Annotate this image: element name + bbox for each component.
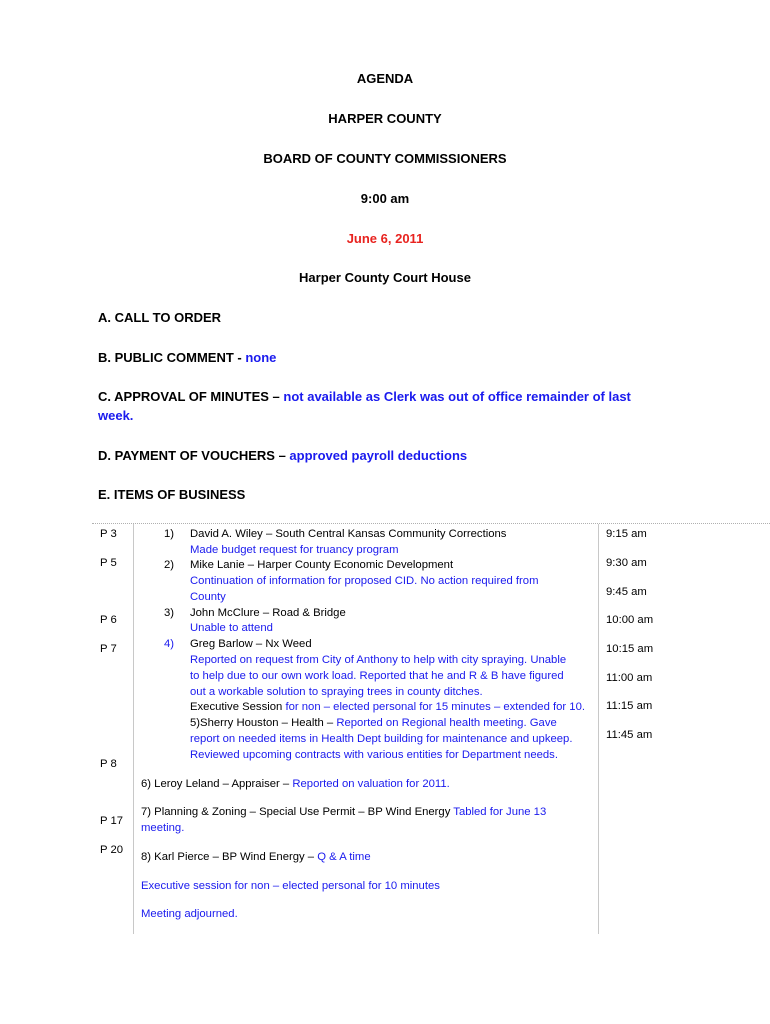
page-ref: P 20: [100, 844, 124, 856]
section-approval-minutes: [98, 389, 631, 404]
item-number: 4): [164, 638, 175, 650]
item-title: 8) Karl Pierce – BP Wind Energy –: [141, 851, 318, 863]
item-note: Unable to attend: [190, 622, 273, 634]
time-slot: 11:15 am: [606, 700, 653, 712]
executive-session-2: Executive session for non – elected personal for 10 minutes: [141, 880, 440, 892]
item-number: 3): [164, 607, 175, 619]
page-ref: P 3: [100, 528, 117, 540]
section-payment-vouchers: [98, 448, 467, 463]
agenda-title: AGENDA: [356, 71, 414, 86]
item-note: Reviewed upcoming contracts with various entities for Department needs.: [190, 749, 558, 761]
item-title: 6) Leroy Leland – Appraiser –: [141, 778, 293, 790]
approval-minutes-label: C. APPROVAL OF MINUTES –: [98, 389, 284, 404]
item-number: 2): [164, 559, 175, 571]
payment-vouchers-note: approved payroll deductions: [289, 448, 468, 463]
item-note: Tabled for June 13: [453, 806, 547, 818]
item-note: Made budget request for truancy program: [190, 544, 399, 556]
item-note: out a workable solution to spraying trees in county ditches.: [190, 686, 483, 698]
time-slot: 11:45 am: [606, 729, 653, 741]
time-slot: 9:30 am: [606, 557, 647, 569]
item-title: Mike Lanie – Harper County Economic Development: [190, 559, 454, 571]
item-note: Reported on valuation for 2011.: [292, 778, 450, 790]
item-title: John McClure – Road & Bridge: [190, 607, 346, 619]
page-ref: P 6: [100, 614, 117, 626]
approval-minutes-note: not available as Clerk was out of office remainder of last: [283, 389, 631, 404]
executive-session-line: [190, 701, 585, 713]
public-comment-note: none: [245, 350, 277, 365]
meeting-location: Harper County Court House: [299, 270, 471, 285]
item-7-line: [141, 806, 546, 818]
item-number: 1): [164, 528, 175, 540]
time-slot: 11:00 am: [606, 672, 653, 684]
item-5-line: [190, 717, 557, 729]
approval-minutes-note-cont: week.: [98, 408, 134, 423]
item-note: County: [190, 591, 226, 603]
item-note: report on needed items in Health Dept building for maintenance and upkeep.: [190, 733, 573, 745]
table-top-border: [92, 523, 770, 524]
section-call-to-order: A. CALL TO ORDER: [98, 310, 222, 325]
item-8-line: [141, 851, 371, 863]
item-title: Greg Barlow – Nx Weed: [190, 638, 312, 650]
table-divider-right: [598, 524, 599, 934]
item-note: Reported on Regional health meeting. Gave: [336, 717, 557, 729]
meeting-time: 9:00 am: [360, 191, 410, 206]
meeting-date: June 6, 2011: [346, 231, 424, 246]
executive-session-label: Executive Session: [190, 701, 286, 713]
item-note: to help due to our own work load. Reported that he and R & B have figured: [190, 670, 564, 682]
section-items-of-business: E. ITEMS OF BUSINESS: [98, 487, 246, 502]
public-comment-label: B. PUBLIC COMMENT -: [98, 350, 246, 365]
time-slot: 9:45 am: [606, 586, 647, 598]
time-slot: 9:15 am: [606, 528, 647, 540]
item-title: 5)Sherry Houston – Health –: [190, 717, 337, 729]
page-ref: P 7: [100, 643, 117, 655]
section-public-comment: [98, 350, 276, 365]
board-name: BOARD OF COUNTY COMMISSIONERS: [263, 151, 507, 166]
executive-session-note: for non – elected personal for 15 minutes – extended for 10.: [285, 701, 586, 713]
county-name: HARPER COUNTY: [328, 111, 442, 126]
item-note: Continuation of information for proposed CID. No action required from: [190, 575, 539, 587]
item-title: David A. Wiley – South Central Kansas Community Corrections: [190, 528, 507, 540]
meeting-adjourned: Meeting adjourned.: [141, 908, 238, 920]
item-title: 7) Planning & Zoning – Special Use Permit – BP Wind Energy: [141, 806, 454, 818]
time-slot: 10:15 am: [606, 643, 654, 655]
item-note: Reported on request from City of Anthony to help with city spraying. Unable: [190, 654, 567, 666]
item-6-line: [141, 778, 450, 790]
page-ref: P 17: [100, 815, 124, 827]
item-note: Q & A time: [317, 851, 371, 863]
payment-vouchers-label: D. PAYMENT OF VOUCHERS –: [98, 448, 290, 463]
item-note: meeting.: [141, 822, 185, 834]
page-ref: P 5: [100, 557, 117, 569]
page-ref: P 8: [100, 758, 117, 770]
table-divider-left: [133, 524, 134, 934]
time-slot: 10:00 am: [606, 614, 654, 626]
